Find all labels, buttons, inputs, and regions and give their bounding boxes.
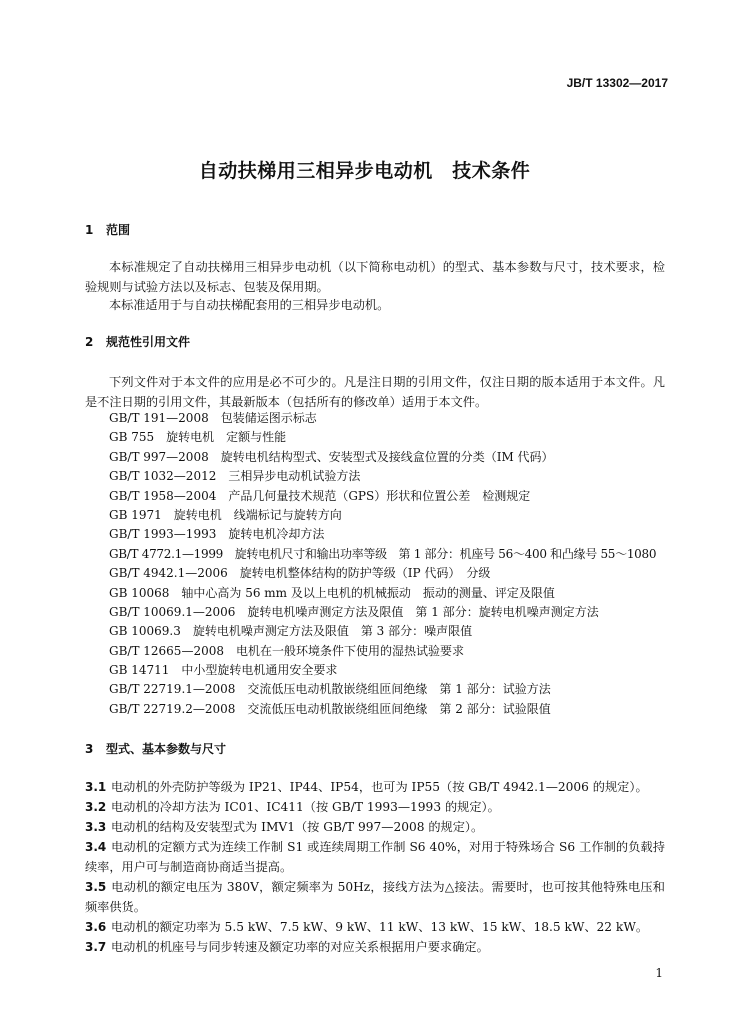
reference-item: GB/T 1958—2004 产品几何量技术规范（GPS）形状和位置公差 检测规定 [109,488,531,503]
section-2-heading [85,333,190,350]
reference-item: GB/T 22719.1—2008 交流低压电动机散嵌绕组匝间绝缘 第 1 部分：试验方法 [109,682,551,697]
clause-3-5 [85,877,665,917]
section-3-heading [85,740,226,757]
clause-number: 3.1 [85,780,107,794]
normative-references-list [109,409,689,719]
section-1-heading [85,221,130,238]
clause-text: 电动机的冷却方法为 IC01、IC411（按 GB/T 1993—1993 的规定）。 [111,800,500,814]
reference-item: GB/T 12665—2008 电机在一般环境条件下使用的湿热试验要求 [109,643,464,658]
page-number: 1 [655,966,663,980]
clause-3-3 [85,817,665,837]
document-title: 自动扶梯用三相异步电动机 技术条件 [198,160,531,182]
clause-text: 电动机的机座号与同步转速及额定功率的对应关系根据用户要求确定。 [111,940,489,954]
section-1-paragraph-2: 本标准适用于与自动扶梯配套用的三相异步电动机。 [109,298,390,312]
reference-item: GB/T 997—2008 旋转电机结构型式、安装型式及接线盒位置的分类（IM 代码） [109,449,554,464]
clause-3-2 [85,797,665,817]
clause-number: 3.4 [85,840,107,854]
clause-text: 电动机的外壳防护等级为 IP21、IP44、IP54，也可为 IP55（按 GB/T 4942.1—2006 的规定）。 [111,780,648,794]
reference-item: GB/T 10069.1—2006 旋转电机噪声测定方法及限值 第 1 部分：旋转电机噪声测定方法 [109,604,599,619]
reference-item: GB 755 旋转电机 定额与性能 [109,430,287,445]
section-number: 2 [85,335,94,349]
clause-text: 电动机的额定功率为 5.5 kW、7.5 kW、9 kW、11 kW、13 kW、15 kW、18.5 kW、22 kW。 [111,920,649,934]
section-2-intro: 下列文件对于本文件的应用是必不可少的。凡是注日期的引用文件，仅注日期的版本适用于本文件。凡是不注日期的引用文件，其最新版本（包括所有的修改单）适用于本文件。 [85,375,665,409]
clause-3-4 [85,837,665,877]
clause-number: 3.3 [85,820,107,834]
clause-number: 3.6 [85,920,107,934]
clause-3-7 [85,937,665,957]
section-1-paragraph-1: 本标准规定了自动扶梯用三相异步电动机（以下简称电动机）的型式、基本参数与尺寸，技术要求，检验规则与试验方法以及标志、包装及保用期。 [85,260,665,294]
reference-item: GB/T 1993—1993 旋转电机冷却方法 [109,527,325,542]
section-number: 3 [85,742,94,756]
reference-item: GB 10069.3 旋转电机噪声测定方法及限值 第 3 部分：噪声限值 [109,624,473,639]
section-number: 1 [85,223,94,237]
clause-text: 电动机的结构及安装型式为 IMV1（按 GB/T 997—2008 的规定）。 [111,820,484,834]
section-title: 型式、基本参数与尺寸 [106,742,227,756]
clause-text: 电动机的定额方式为连续工作制 S1 或连续周期工作制 S6 40%，对用于特殊场合 S6 工作制的负载持续率，用户可与制造商协商适当提高。 [85,840,665,874]
standard-number: JB/T 13302—2017 [566,76,668,90]
section-title: 规范性引用文件 [106,335,191,349]
clause-3-6 [85,917,665,937]
reference-item: GB 10068 轴中心高为 56 mm 及以上电机的机械振动 振动的测量、评定及限值 [109,585,555,600]
reference-item: GB/T 4772.1—1999 旋转电机尺寸和输出功率等级 第 1 部分：机座号 56～400 和凸缘号 55～1080 [109,546,657,561]
reference-item: GB/T 191—2008 包装储运图示标志 [109,411,317,425]
clause-number: 3.5 [85,880,107,894]
clause-number: 3.2 [85,800,107,814]
reference-item: GB 14711 中小型旋转电机通用安全要求 [109,663,338,678]
reference-item: GB/T 22719.2—2008 交流低压电动机散嵌绕组匝间绝缘 第 2 部分：试验限值 [109,701,551,716]
clause-text: 电动机的额定电压为 380V，额定频率为 50Hz，接线方法为△接法。需要时，也可按其他特殊电压和频率供货。 [85,880,665,914]
clause-number: 3.7 [85,940,107,954]
section-title: 范围 [106,223,131,237]
clause-3-1 [85,777,665,797]
reference-item: GB/T 4942.1—2006 旋转电机整体结构的防护等级（IP 代码） 分级 [109,566,491,581]
reference-item: GB 1971 旋转电机 线端标记与旋转方向 [109,507,342,522]
reference-item: GB/T 1032—2012 三相异步电动机试验方法 [109,469,361,484]
